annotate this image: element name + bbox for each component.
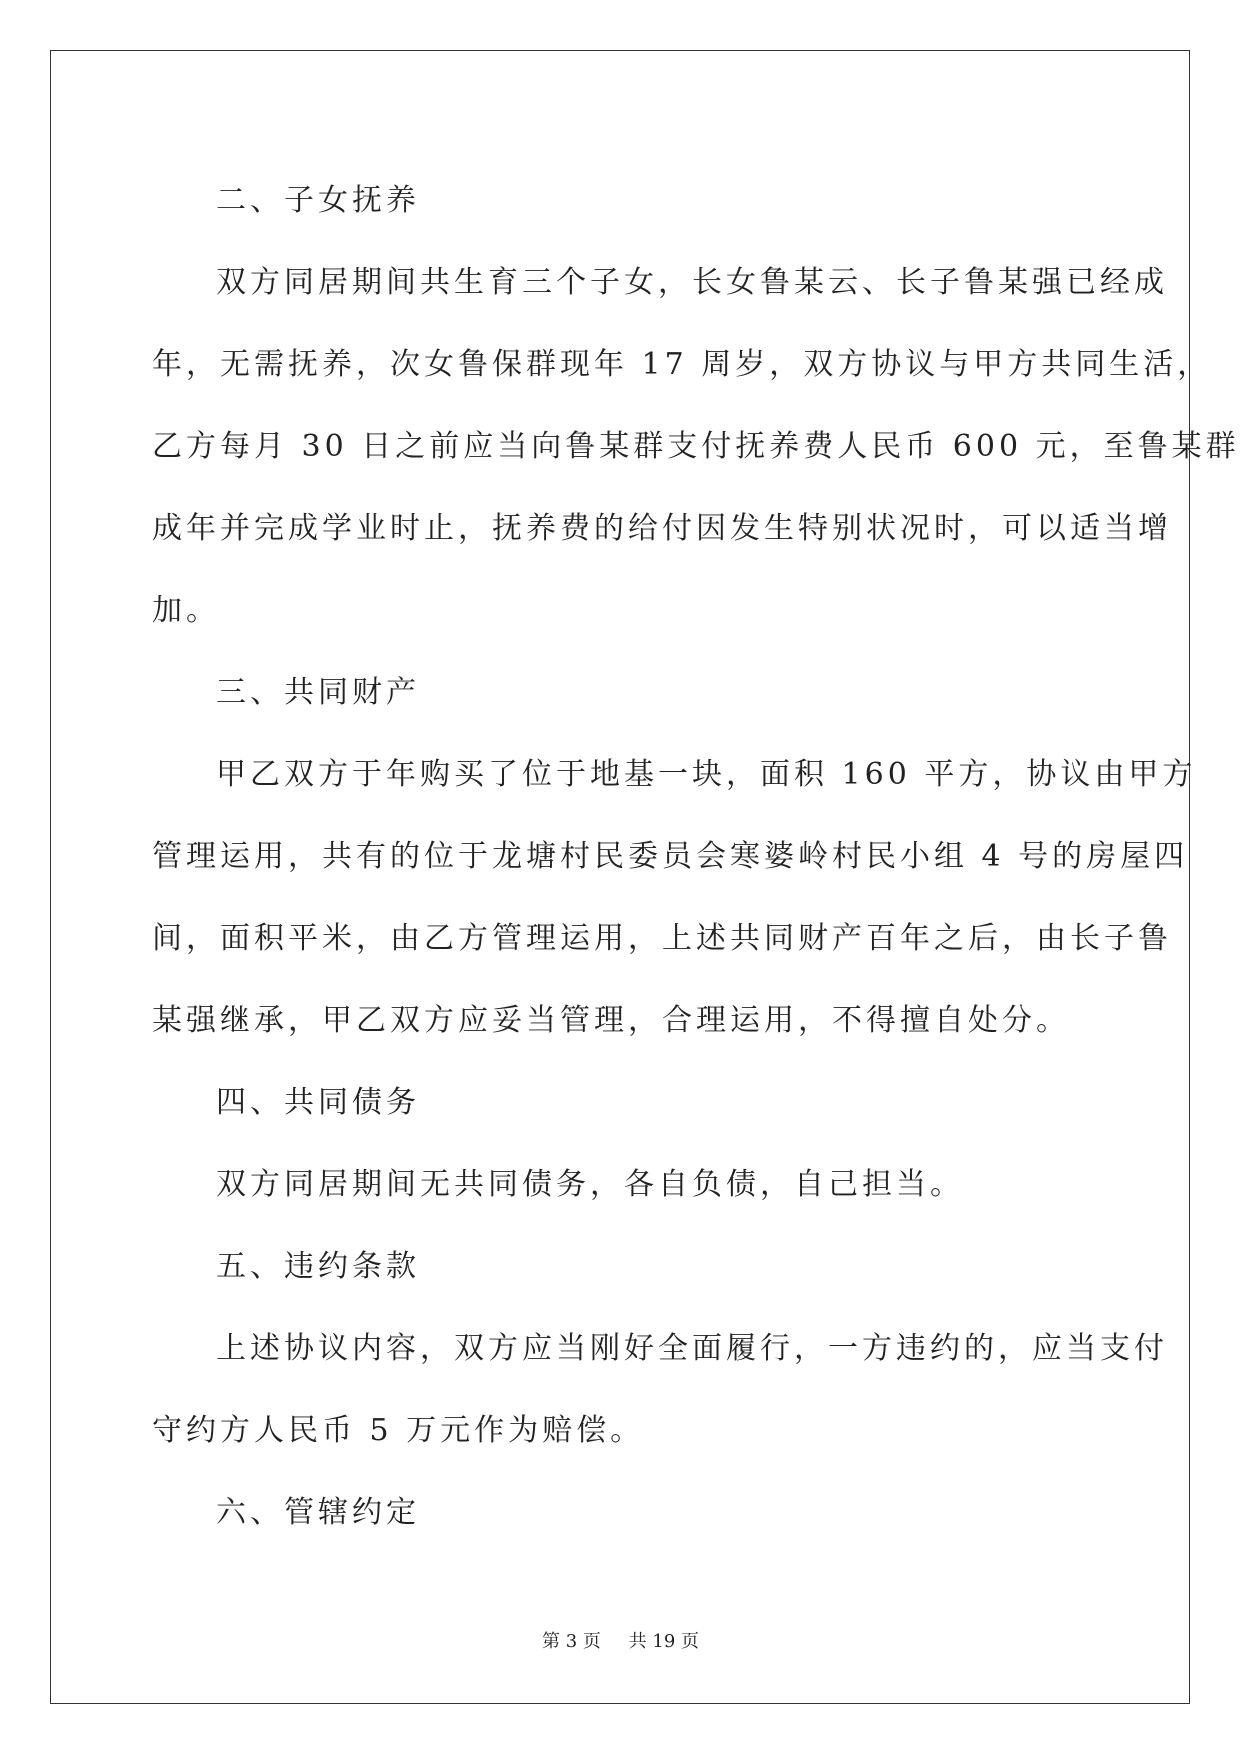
paragraph-line: 双方同居期间共生育三个子女，长女鲁某云、长子鲁某强已经成 [216, 265, 1168, 300]
page-total: 共 19 页 [628, 1631, 699, 1652]
paragraph-line: 双方同居期间无共同债务，各自负债，自己担当。 [216, 1167, 964, 1202]
section-heading-jurisdiction: 六、管辖约定 [216, 1495, 420, 1530]
document-body [152, 160, 1240, 1554]
page-number: 第 3 页 [542, 1631, 601, 1652]
section-heading-common-debts: 四、共同债务 [216, 1085, 420, 1120]
paragraph-line: 守约方人民币 5 万元作为赔偿。 [152, 1413, 645, 1448]
paragraph-line: 某强继承，甲乙双方应妥当管理，合理运用，不得擅自处分。 [152, 1003, 1070, 1038]
paragraph-line: 乙方每月 30 日之前应当向鲁某群支付抚养费人民币 600 元，至鲁某群 [152, 429, 1240, 464]
section-heading-child-support: 二、子女抚养 [216, 183, 420, 218]
paragraph-line: 年，无需抚养，次女鲁保群现年 17 周岁，双方协议与甲方共同生活， [152, 347, 1212, 382]
paragraph-line: 成年并完成学业时止，抚养费的给付因发生特别状况时，可以适当增 [152, 511, 1172, 546]
paragraph-line: 上述协议内容，双方应当刚好全面履行，一方违约的，应当支付 [216, 1331, 1168, 1366]
section-heading-common-property: 三、共同财产 [216, 675, 420, 710]
paragraph-line: 加。 [152, 593, 220, 628]
section-heading-breach-clause: 五、违约条款 [216, 1249, 420, 1284]
page-footer [0, 1627, 1241, 1653]
paragraph-line: 管理运用，共有的位于龙塘村民委员会寒婆岭村民小组 4 号的房屋四 [152, 839, 1189, 874]
paragraph-line: 甲乙双方于年购买了位于地基一块，面积 160 平方，协议由甲方 [216, 757, 1197, 792]
paragraph-line: 间，面积平米，由乙方管理运用，上述共同财产百年之后，由长子鲁 [152, 921, 1172, 956]
